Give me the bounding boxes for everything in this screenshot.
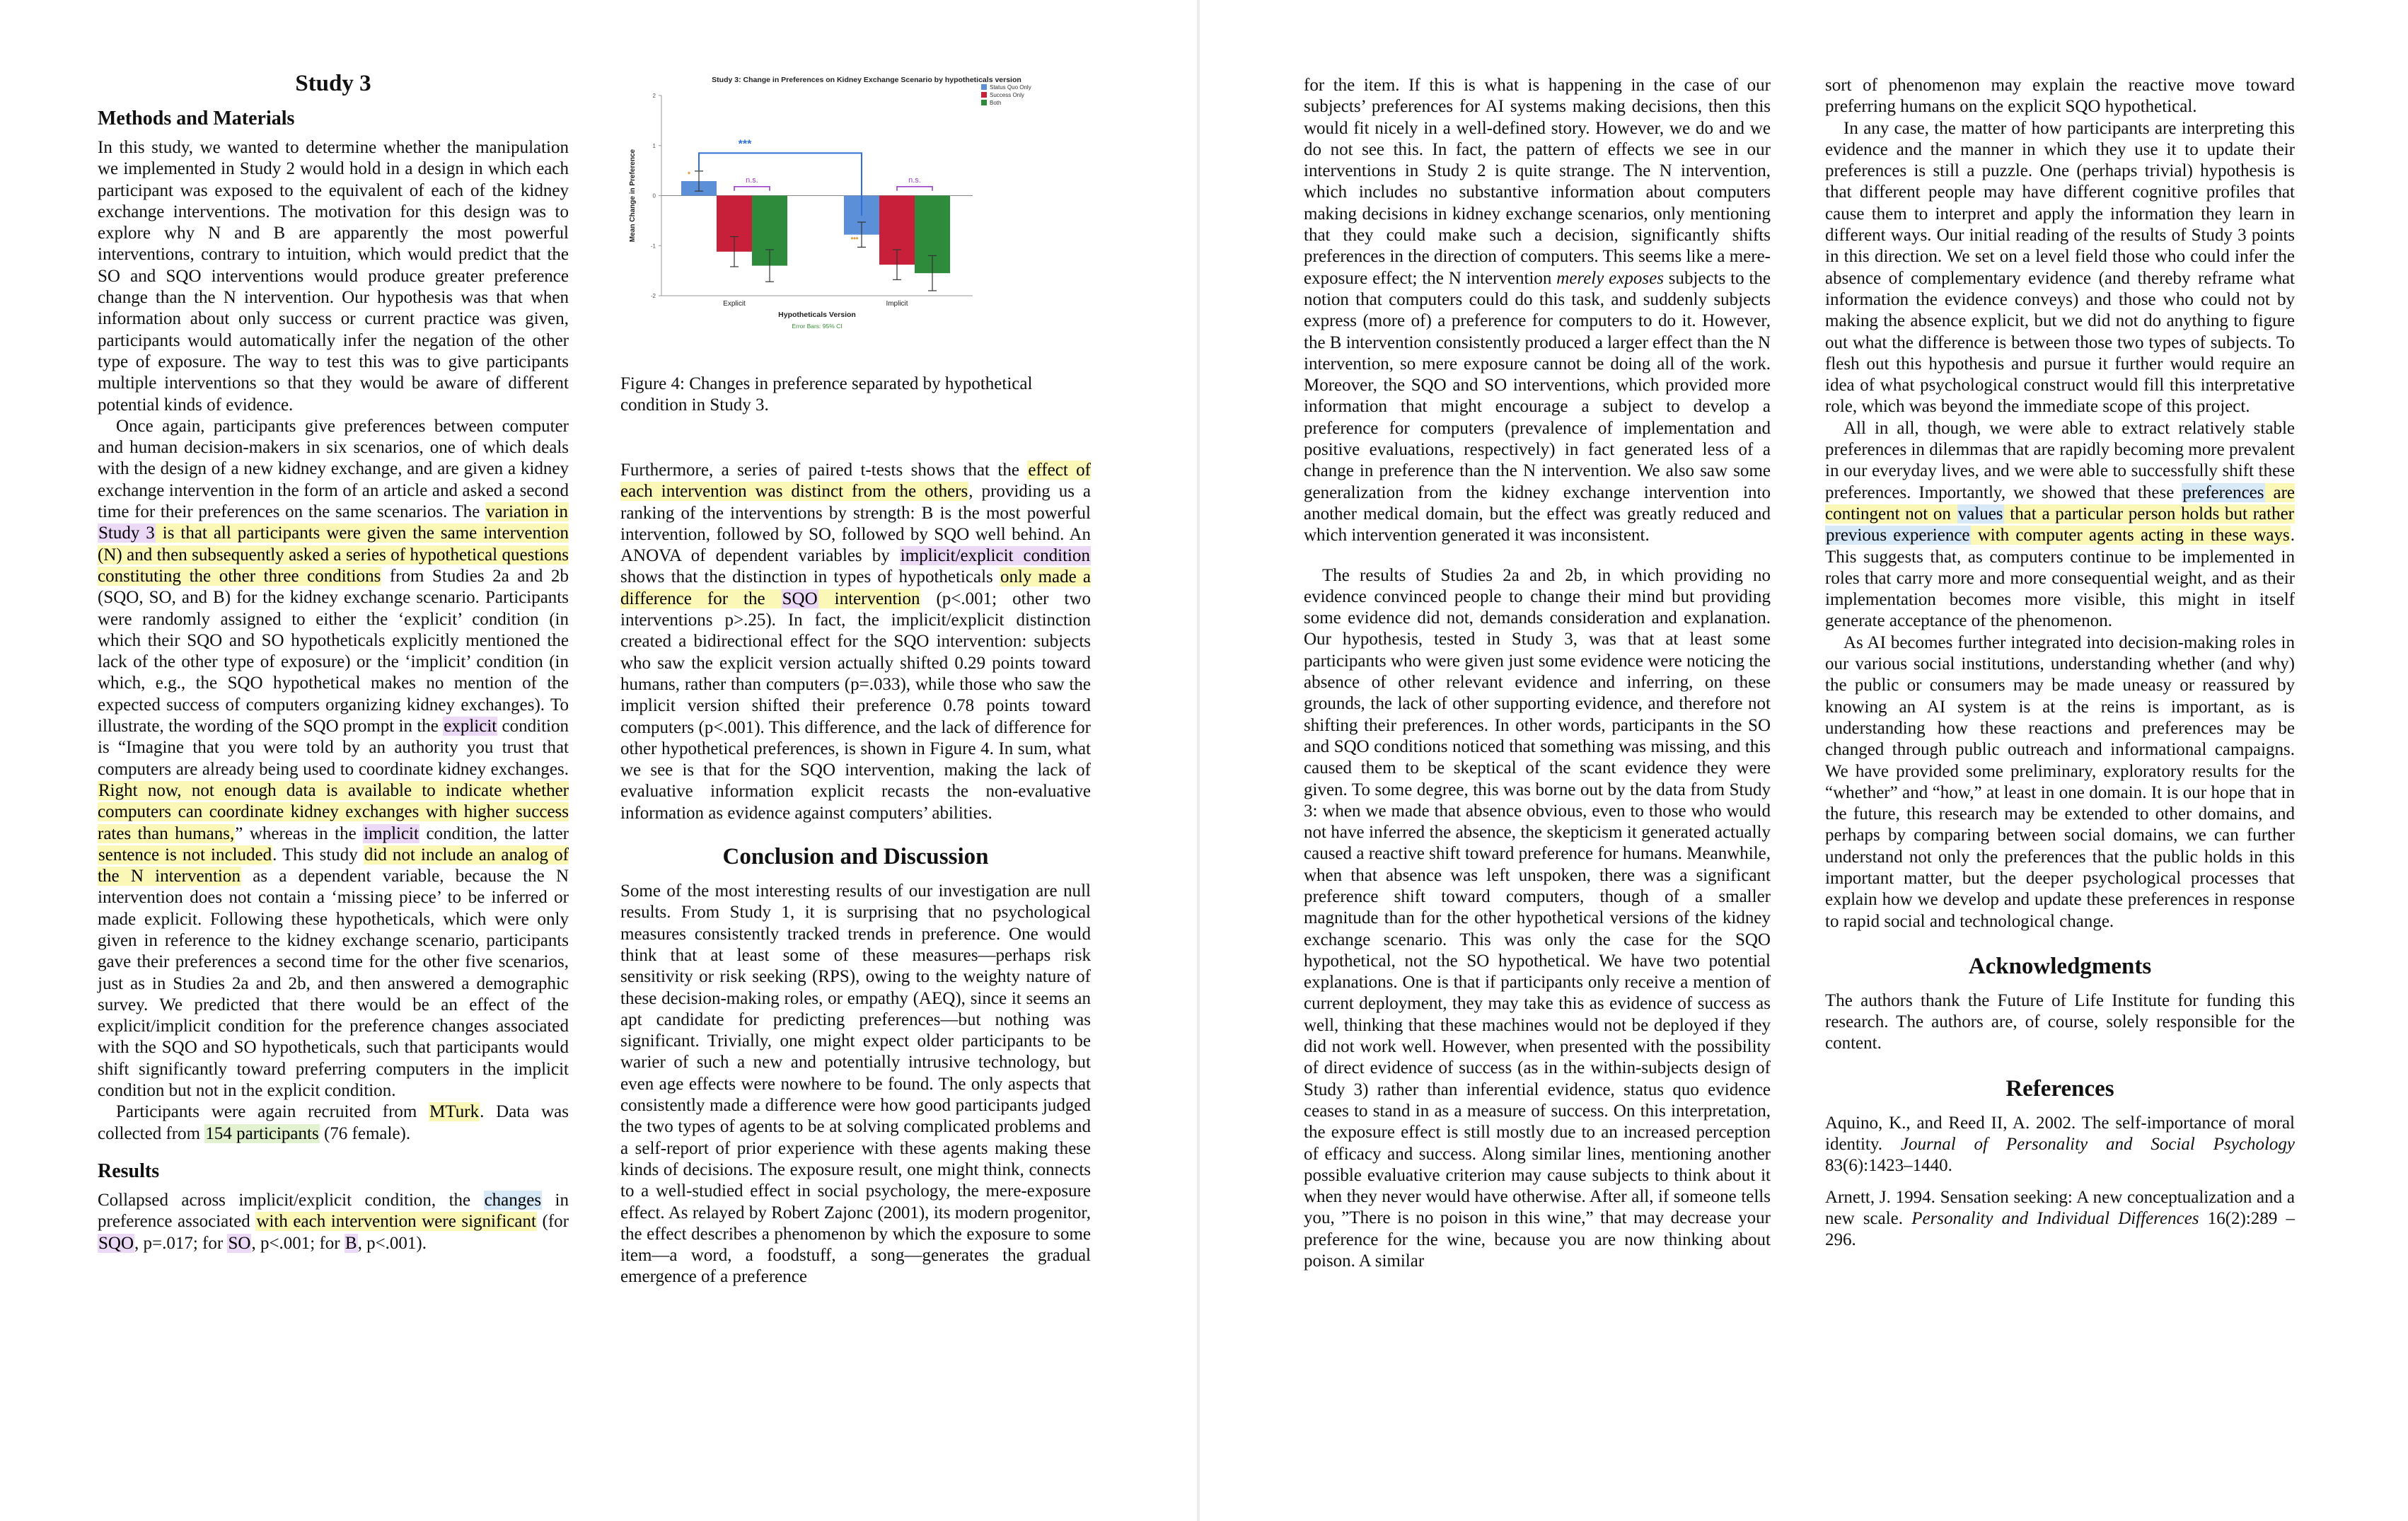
column-4 (1825, 75, 2295, 1251)
left-page (0, 0, 1197, 1521)
text-run: from Studies 2a and 2b (SQO, SO, and B) for the kidney exchange scenario. Participants were randomly assigned to either the ‘explicit’ condition (in which their SQO and SO hypotheticals explicitly mentioned the lack of the other type of exposure) or the ‘implicit’ condition (in which, e.g., the SQO hypothetical makes no mention of the expected success of computers organizing kidney exchanges). To illustrate, the wording of the SQO prompt in the (98, 566, 569, 736)
right-page (1200, 0, 2408, 1521)
legend-swatch (981, 84, 987, 90)
highlight: Right now, not enough data is available to indicate whether computers can coordinate kidney exchanges with higher success rates than humans, (98, 780, 569, 843)
star-label: *** (850, 236, 859, 243)
text-run: 16(2):289 – 296. (1825, 1208, 2295, 1250)
highlight: explicit (444, 717, 497, 736)
highlight: with computer agents acting in these ways (1971, 526, 2290, 545)
text-run: Aquino, K., and Reed II, A. 2002. The self-importance of moral identity. (1825, 1113, 2295, 1155)
ns-label: n.s. (746, 175, 758, 185)
text-run: , p=.017; for (134, 1233, 228, 1253)
emphasis: merely exposes (1556, 268, 1664, 288)
highlight: B (345, 1233, 357, 1253)
journal-name: Journal of Personality and Social Psychology (1900, 1135, 2295, 1155)
y-tick-label: 1 (652, 142, 656, 149)
text-run: shows that the distinction in types of hypotheticals (620, 567, 1000, 587)
results-paragraph-1 (98, 1190, 569, 1254)
text-run: . This study (272, 845, 364, 864)
chart-note: Error Bars: 95% CI (792, 323, 843, 330)
text-run: for the item. If this is what is happening in the case of our subjects’ preferences for AI systems making decisions, then this would fit nicely in a well-defined story. However, we do and we do not see this. In fact, the pattern of effects we see in our interventions in Study 2 is quite strange. The N intervention, which includes no substantive information about computers making decisions in kidney exchange scenarios, only mentioning that they could make such a decision, significantly shifts preferences in the direction of computers. This seems like a mere-exposure effect; the N intervention (1304, 76, 1771, 288)
journal-name: Personality and Individual Differences (1911, 1208, 2199, 1228)
text-run: in preference associated (98, 1190, 569, 1232)
significance-label: *** (738, 138, 752, 151)
text-run: condition, the latter (419, 823, 569, 843)
highlight: variation in (486, 502, 568, 522)
highlight: SO (228, 1233, 251, 1253)
highlight: sentence is not included (98, 845, 272, 864)
methods-paragraph-1: In this study, we wanted to determine whether the manipulation we implemented in Study 2 would hold in a design in which each participant was exposed to the equivalent of each of the kidney exchange interventions. The motivation for this design was to explore why N and B are apparently the most powerful interventions, contrary to intuition, which would predict that the SO and SQO interventions would produce greater preference change than the N intervention. Our hypothesis was that when information about only success or current practice was given, participants would automatically infer the negation of the other type of exposure. The way to test this was to give participants multiple interventions so that they would be aware of different potential kinds of evidence. (98, 138, 569, 415)
figure-caption: Figure 4: Changes in preference separated by hypothetical condition in Study 3. (620, 374, 1033, 415)
legend-swatch (981, 100, 987, 105)
conclusion-paragraph-1: Some of the most interesting results of our investigation are null results. From Study 1, it is surprising that no psychological measures consistently tracked trends in preference. One would think that at least some of these measures—perhaps risk sensitivity or risk seeking (RPS), owing to the weighty nature of these decision-making roles, or empathy (AEQ), since it seems an apt candidate for predicting preferences—but nothing was significant. Trivially, one might expect older participants to be warier of such a new and potentially intrusive technology, but even age effects were nowhere to be found. The only aspects that consistently made a difference were how good participants judged the two types of agents to be at solving complicated problems and a self-report of prior experience with these agents making these kinds of decisions. The exposure result, one might think, connects to a well-studied effect in social psychology, the mere-exposure effect. As relayed by Robert Zajonc (2001), its modern progenitor, the effect describes a phenomenon by which the exposure to some item—a word, a foodstuff, a song—generates the gradual emergence of a preference (620, 881, 1091, 1287)
chart-title: Study 3: Change in Preferences on Kidney Exchange Scenario by hypotheticals version (712, 76, 1021, 84)
text-run: (76 female). (319, 1123, 411, 1143)
column-3 (1304, 75, 1771, 1272)
legend-label: Both (990, 100, 1002, 106)
highlight: did not include an analog of the N intervention (98, 845, 569, 886)
acknowledgments-paragraph: The authors thank the Future of Life Institute for funding this research. The authors are, of course, solely responsible for the content. (1825, 990, 2295, 1053)
text-run: Participants were again recruited from (116, 1102, 429, 1122)
y-tick-label: 2 (652, 93, 656, 99)
figure-4-chart (619, 71, 1100, 368)
highlight: Study 3 (98, 524, 155, 543)
text-run: (p<.001; other two interventions p>.25). In fact, the implicit/explicit distinction created a bidirectional effect for the SQO intervention: subjects who saw the explicit version actually shifted 0.29 points toward humans, rather than computers (p=.033), while those who saw the implicit version shifted their preference 0.78 points toward computers (p<.001). This difference, and the lack of difference for other hypothetical preferences, is shown in Figure 4. In sum, what we see is that for the SQO intervention, making the lack of evaluative information explicit recasts the non-evaluative information as evidence against computers’ abilities. (620, 589, 1091, 823)
methods-heading: Methods and Materials (98, 108, 295, 129)
highlight: intervention (818, 589, 920, 608)
highlight: are contingent not on (1825, 482, 2295, 524)
methods-paragraph-2 (98, 416, 569, 1102)
column-1 (98, 69, 569, 1254)
y-tick-label: -2 (650, 293, 656, 299)
text-run: condition is “Imagine that you were told by an authority you trust that computers are already being used to coordinate kidney exchanges. (98, 717, 569, 779)
y-tick-label: -1 (650, 243, 656, 250)
text-run: subjects to the notion that computers could do this task, and suddenly subjects express (more of) a preference for computers to do it. However, the B intervention consistently produced a larger effect than the N intervention, so mere exposure cannot be doing all of the work. Moreover, the SQO and SO interventions, which provided more information that might encourage a subject to develop a preference for computers (prevalence of implementation and positive evaluations, respectively) in fact generated less of a change in preference than the N intervention. We also saw some generalization from the kidney exchange intervention into another medical domain, but the effect was greatly reduced and which intervention generated it was inconsistent. (1304, 268, 1771, 545)
text-run: , providing us a ranking of the interventions by strength: B is the most powerful intervention, followed by SO, followed by SQO well behind. An ANOVA of dependent variables by (620, 482, 1092, 566)
reference-entry (1825, 1187, 2295, 1251)
text-run: Furthermore, a series of paired t-tests shows that the (620, 461, 1028, 480)
highlight: that a particular person holds but rather (2004, 504, 2295, 524)
discussion-paragraph-2: The results of Studies 2a and 2b, in which providing no evidence convinced people to change their mind but providing some evidence did not, demands consideration and explanation. Our hypothesis, tested in Study 3, was that at least some participants who were given just some evidence were noticing the absence of other relevant evidence and inferring, on these grounds, the lack of other supporting evidence, and therefore not shifting their preferences. In other words, participants in the SO and SQO conditions noticed that something was missing, and this caused them to be skeptical of the scant evidence they were given. To some degree, this was borne out by the data from Study 3: when we made that absence obvious, even to those who would not have inferred the absence, the skepticism it generated actually caused a reactive shift toward preference for humans. Meanwhile, when that absence was left unspoken, there was a significant preference shift toward computers, though of a smaller magnitude than for the other hypothetical versions of the kidney exchange scenario. This was only the case for the SQO hypothetical, not the SO hypothetical. We have two potential explanations. One is that if participants only receive a mention of current deployment, they may take this as evidence of success as well, thinking that these machines would not be deployed if they did not work well. However, when presented with the possibility of direct evidence of success (as in the within-subjects design of Study 3) rather than inferential evidence, status quo evidence ceases to stand in as a measure of success. On this interpretation, the exposure effect is still mostly due to an increased perception of efficacy and success. Along similar lines, mentioning another possible evaluative criterion may cause subjects to think about it when they never would have otherwise. After all, if someone tells you, ”There is no poison in this wine,” that may decrease your preference for the wine, because you are now thinking about poison. A similar (1304, 565, 1771, 1271)
highlight: implicit (364, 823, 419, 843)
results-paragraph-2 (620, 460, 1091, 824)
ns-bracket (897, 187, 932, 191)
legend-label: Status Quo Only (990, 84, 1031, 91)
references-list (1825, 1113, 2295, 1251)
chart-canvas (619, 71, 1100, 368)
highlight: SQO (98, 1233, 134, 1253)
highlight: is that all participants were given the same intervention (N) and then subsequently asked a series of hypothetical questions constituting the other three conditions (98, 524, 569, 586)
methods-paragraph-3 (98, 1101, 569, 1145)
text-run: . Data was collected from (98, 1102, 569, 1143)
highlight: implicit/explicit condition (900, 546, 1090, 566)
references-heading: References (2005, 1075, 2114, 1101)
legend-swatch (981, 92, 987, 98)
highlight: previous experience (1826, 526, 1970, 545)
text-run: ” whereas in the (235, 823, 364, 843)
discussion-paragraph-1 (1304, 75, 1771, 547)
highlight: MTurk (429, 1102, 480, 1122)
highlight: SQO (782, 589, 818, 608)
reference-entry (1825, 1113, 2295, 1177)
discussion-paragraph-3: sort of phenomenon may explain the reactive move toward preferring humans on the explicit SQO hypothetical. (1825, 76, 2295, 117)
text-run: All in all, though, we were able to extract relatively stable preferences in dilemmas that are rapidly becoming more prevalent in our everyday lives, and we were able to successfully shift these preferences. Importantly, we showed that these (1825, 418, 2295, 502)
highlight: preferences (2182, 482, 2264, 502)
results-heading: Results (98, 1159, 160, 1182)
highlight: with each intervention were significant (256, 1212, 536, 1232)
text-run: . This suggests that, as computers continue to be implemented in roles that carry more and more consequential weight, and as their implementation becomes more visible, this might in itself generate acceptance of the phenomenon. (1825, 526, 2295, 631)
highlight: effect of each intervention was distinct from the others (620, 461, 1091, 502)
highlight: only made a difference for the (620, 567, 1091, 608)
discussion-paragraph-6: As AI becomes further integrated into decision-making roles in our various social institutions, understanding whether (and why) the public or consumers may be made uneasy or reassured by knowing an AI system is at the reins is important, as is understanding how these reactions and preferences may be changed through public outreach and informational campaigns. We have provided some preliminary, exploratory results for the “whether” and “how,” at least in one domain. It is our hope that in the future, this research may be extended to other domains, and perhaps by comparing between social domains, we can further understand not only the preferences that the public holds in this important matter, but the deeper psychological processes that explain how we develop and update these preferences in response to rapid social and technological change. (1825, 632, 2295, 931)
y-tick-label: 0 (652, 192, 656, 199)
highlight: values (1957, 504, 2003, 524)
column-2 (620, 460, 1091, 1288)
discussion-paragraph-5 (1825, 418, 2295, 632)
y-axis-label: Mean Change in Preference (629, 149, 637, 243)
text-run: , p<.001; for (251, 1233, 345, 1253)
x-tick-label: Explicit (723, 300, 746, 308)
legend-label: Success Only (990, 92, 1024, 98)
acknowledgments-heading: Acknowledgments (1968, 953, 2152, 979)
ns-bracket (734, 187, 770, 191)
x-axis-label: Hypotheticals Version (778, 311, 856, 319)
text-run: (for (536, 1212, 569, 1232)
star-label: * (688, 170, 690, 179)
x-tick-label: Implicit (886, 300, 908, 308)
study-title: Study 3 (295, 71, 371, 96)
conclusion-heading: Conclusion and Discussion (722, 844, 989, 870)
highlight: changes (484, 1190, 542, 1210)
text-run: 83(6):1423–1440. (1825, 1156, 1952, 1176)
highlight: 154 participants (205, 1123, 319, 1143)
text-run: as a dependent variable, because the N intervention does not contain a ‘missing piece’ to be inferred or made explicit. Following these hypotheticals, which were only given in reference to the kidney exchange scenario, participants gave their preferences a second time for the other five scenarios, just as in Studies 2a and 2b, and then answered a demographic survey. We predicted that there would be an effect of the explicit/implicit condition for the preference changes associated with the SQO and SO hypotheticals, such that participants would shift significantly toward preferring computers in the implicit condition but not in the explicit condition. (98, 867, 569, 1101)
text-run: , p<.001). (357, 1233, 427, 1253)
discussion-paragraph-4: In any case, the matter of how participants are interpreting this evidence and the manner in which they use it to update their preferences is still a puzzle. One (perhaps trivial) hypothesis is that different people may have different cognitive profiles that cause them to interpret and apply the information they learn in different ways. Our initial reading of the results of Study 3 points in this direction. We set on a level field those who could infer the absence of complementary evidence (and thereby reframe what information the evidence conveys) and those who could not by making the absence explicit, but we did not do anything to figure out what the difference is between those two types of subjects. To flesh out this hypothesis and pursue it further would require an idea of what psychological construct would fill this interpretative role, which was beyond the immediate scope of this project. (1825, 118, 2295, 417)
text-run: Arnett, J. 1994. Sensation seeking: A new conceptualization and a new scale. (1825, 1187, 2295, 1228)
text-run: Collapsed across implicit/explicit condition, the (98, 1190, 484, 1210)
text-run: Once again, participants give preferences between computer and human decision-makers in six scenarios, one of which deals with the design of a new kidney exchange, and are given a kidney exchange intervention in the form of an article and asked a second time for their preferences on the same scenarios. The (98, 416, 569, 522)
ns-label: n.s. (908, 175, 921, 185)
